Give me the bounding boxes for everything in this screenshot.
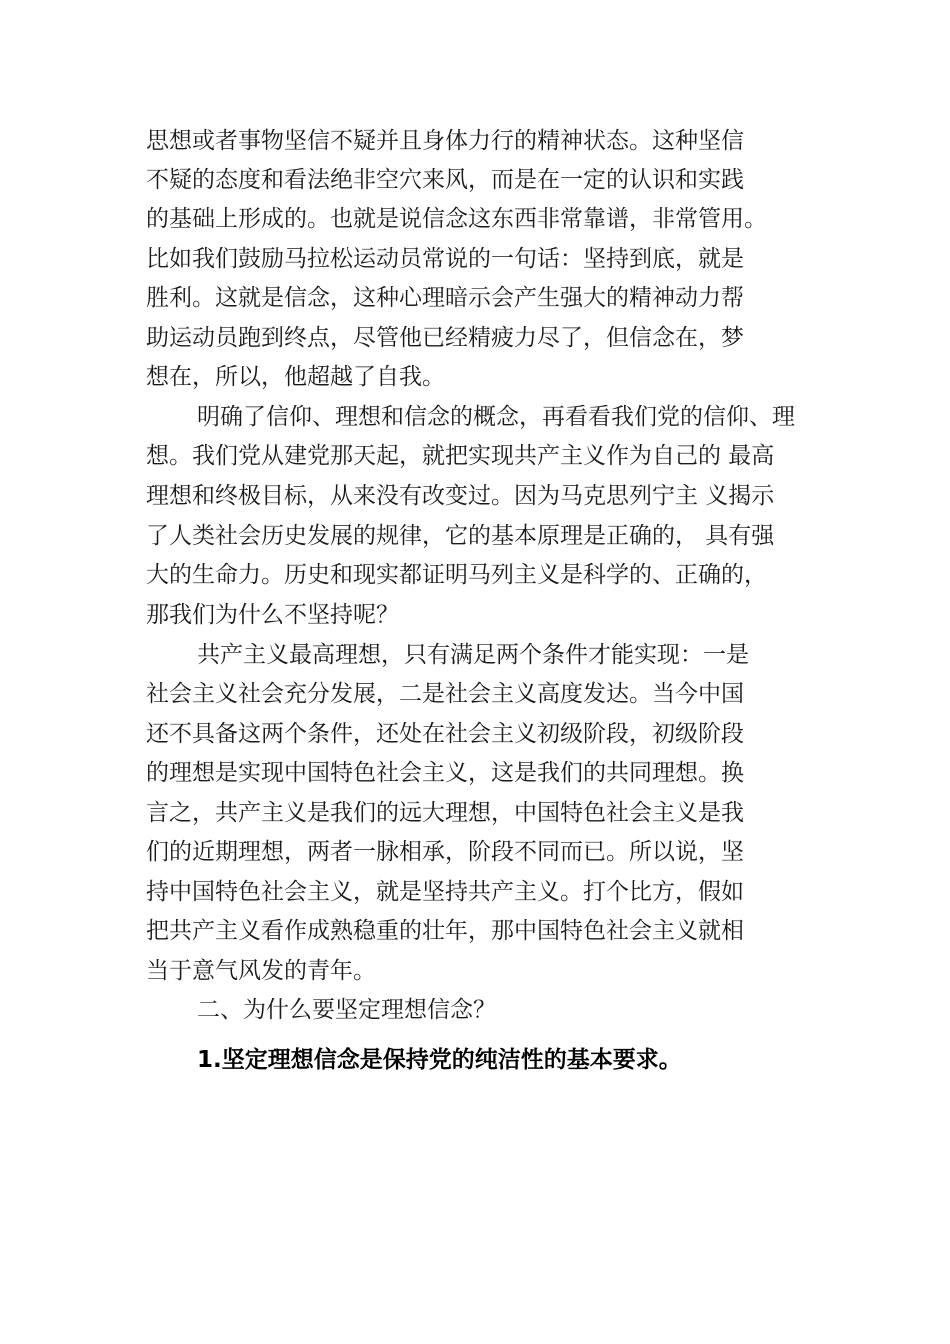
- text-line: 想在，所以，他超越了自我。: [146, 364, 445, 390]
- text-line: 理想和终极目标，从来没有改变过。因为马克思列宁主 义揭示: [146, 483, 775, 509]
- text-line: 那我们为什么不坚持呢？: [146, 602, 399, 628]
- text-line: 还不具备这两个条件，还处在社会主义初级阶段，初级阶段: [146, 721, 744, 747]
- text-line: 们的近期理想，两者一脉相承，阶段不同而已。所以说，坚: [146, 839, 744, 865]
- text-line: 持中国特色社会主义，就是坚持共产主义。打个比方，假如: [146, 879, 744, 905]
- text-line: 不疑的态度和看法绝非空穴来风，而是在一定的认识和实践: [146, 167, 744, 193]
- paragraph-first-line: 明确了信仰、理想和信念的概念，再看看我们党的信仰、理: [197, 404, 795, 430]
- text-line: 把共产主义看作成熟稳重的壮年，那中国特色社会主义就相: [146, 918, 744, 944]
- text-line: 社会主义社会充分发展，二是社会主义高度发达。当今中国: [146, 681, 744, 707]
- text-line: 思想或者事物坚信不疑并且身体力行的精神状态。这种坚信: [146, 128, 744, 154]
- text-line: 想。我们党从建党那天起，就把实现共产主义作为自己的 最高: [146, 443, 775, 469]
- subsection-heading: 1.坚定理想信念是保持党的纯洁性的基本要求。: [197, 1047, 682, 1073]
- text-line: 的理想是实现中国特色社会主义，这是我们的共同理想。换: [146, 760, 744, 786]
- text-line: 助运动员跑到终点，尽管他已经精疲力尽了，但信念在，梦: [146, 325, 744, 351]
- text-line: 的基础上形成的。也就是说信念这东西非常靠谱，非常管用。: [146, 206, 767, 232]
- text-line: 言之，共产主义是我们的远大理想，中国特色社会主义是我: [146, 800, 744, 826]
- text-line: 比如我们鼓励马拉松运动员常说的一句话：坚持到底，就是: [146, 246, 744, 272]
- text-line: 胜利。这就是信念，这种心理暗示会产生强大的精神动力帮: [146, 285, 744, 311]
- text-line: 了人类社会历史发展的规律，它的基本原理是正确的， 具有强: [146, 523, 775, 549]
- paragraph-first-line: 共产主义最高理想，只有满足两个条件才能实现：一是: [197, 642, 749, 668]
- text-line: 大的生命力。历史和现实都证明马列主义是科学的、正确的，: [146, 562, 767, 588]
- text-line: 当于意气风发的青年。: [146, 958, 376, 984]
- section-title: 二、为什么要坚定理想信念？: [197, 997, 496, 1023]
